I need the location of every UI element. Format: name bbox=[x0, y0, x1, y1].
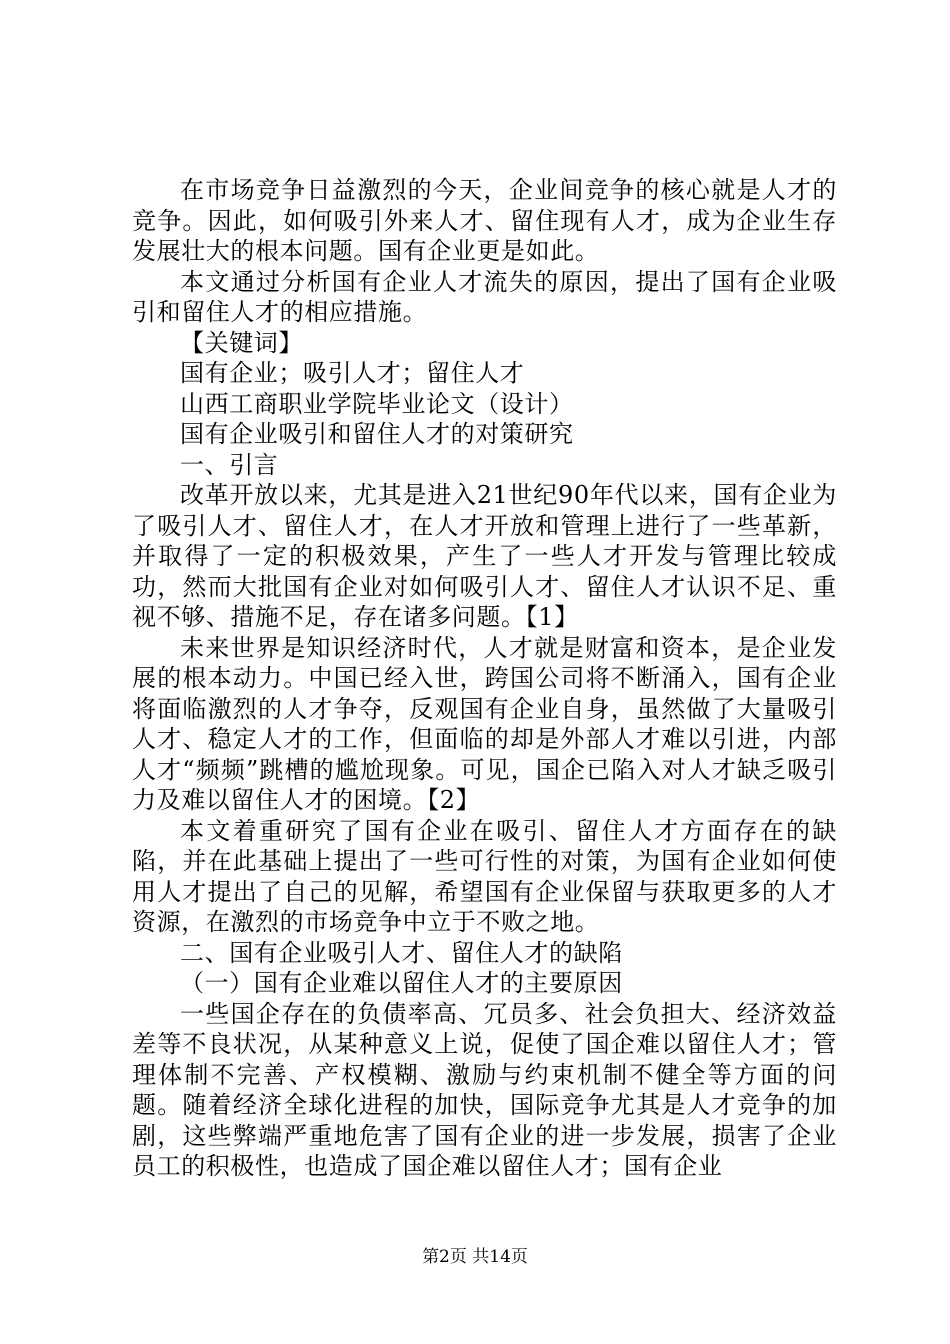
thesis-title: 国有企业吸引和留住人才的对策研究 bbox=[180, 420, 574, 448]
section-heading-defects: 二、国有企业吸引人才、留住人才的缺陷 bbox=[180, 938, 623, 967]
keywords-heading: 【关键词】 bbox=[180, 328, 303, 357]
page-number-footer: 第2页 共14页 bbox=[422, 1247, 528, 1267]
paragraph-focus: 本文着重研究了国有企业在吸引、留住人才方面存在的缺陷，并在此基础上提出了一些可行性的对策，为国有企业如何使用人才提出了自己的见解，希望国有企业保留与获取更多的人才资源，在激烈的市场竞争中立于不败之地。 bbox=[132, 816, 837, 936]
subsection-heading-reasons: （一）国有企业难以留住人才的主要原因 bbox=[180, 969, 623, 997]
document-body bbox=[132, 175, 837, 1182]
section-heading-intro: 一、引言 bbox=[180, 450, 279, 479]
keywords-list: 国有企业；吸引人才；留住人才 bbox=[180, 359, 525, 387]
institution-line: 山西工商职业学院毕业论文（设计） bbox=[180, 389, 574, 418]
paragraph-reasons: 一些国企存在的负债率高、冗员多、社会负担大、经济效益差等不良状况，从某种意义上说，促使了国企难以留住人才；管理体制不完善、产权模糊、激励与约束机制不健全等方面的问题。随着经济全球化进程的加快，国际竞争尤其是人才竞争的加剧，这些弊端严重地危害了国有企业的进一步发展，损害了企业员工的积极性，也造成了国企难以留住人才；国有企业 bbox=[132, 999, 837, 1180]
paragraph-future: 未来世界是知识经济时代，人才就是财富和资本，是企业发展的根本动力。中国已经入世，跨国公司将不断涌入，国有企业将面临激烈的人才争夺，反观国有企业自身，虽然做了大量吸引人才、稳定人才的工作，但面临的却是外部人才难以引进，内部人才“频频”跳槽的尴尬现象。可见，国企已陷入对人才缺乏吸引力及难以留住人才的困境。【2】 bbox=[132, 633, 837, 814]
paragraph-summary: 本文通过分析国有企业人才流失的原因，提出了国有企业吸引和留住人才的相应措施。 bbox=[132, 267, 837, 326]
paragraph-reform: 改革开放以来，尤其是进入21世纪90年代以来，国有企业为了吸引人才、留住人才，在人才开放和管理上进行了一些革新，并取得了一定的积极效果，产生了一些人才开发与管理比较成功，然而大批国有企业对如何吸引人才、留住人才认识不足、重视不够、措施不足，存在诸多问题。【1】 bbox=[132, 481, 837, 631]
paragraph-intro: 在市场竞争日益激烈的今天，企业间竞争的核心就是人才的竞争。因此，如何吸引外来人才、留住现有人才，成为企业生存发展壮大的根本问题。国有企业更是如此。 bbox=[132, 176, 837, 265]
